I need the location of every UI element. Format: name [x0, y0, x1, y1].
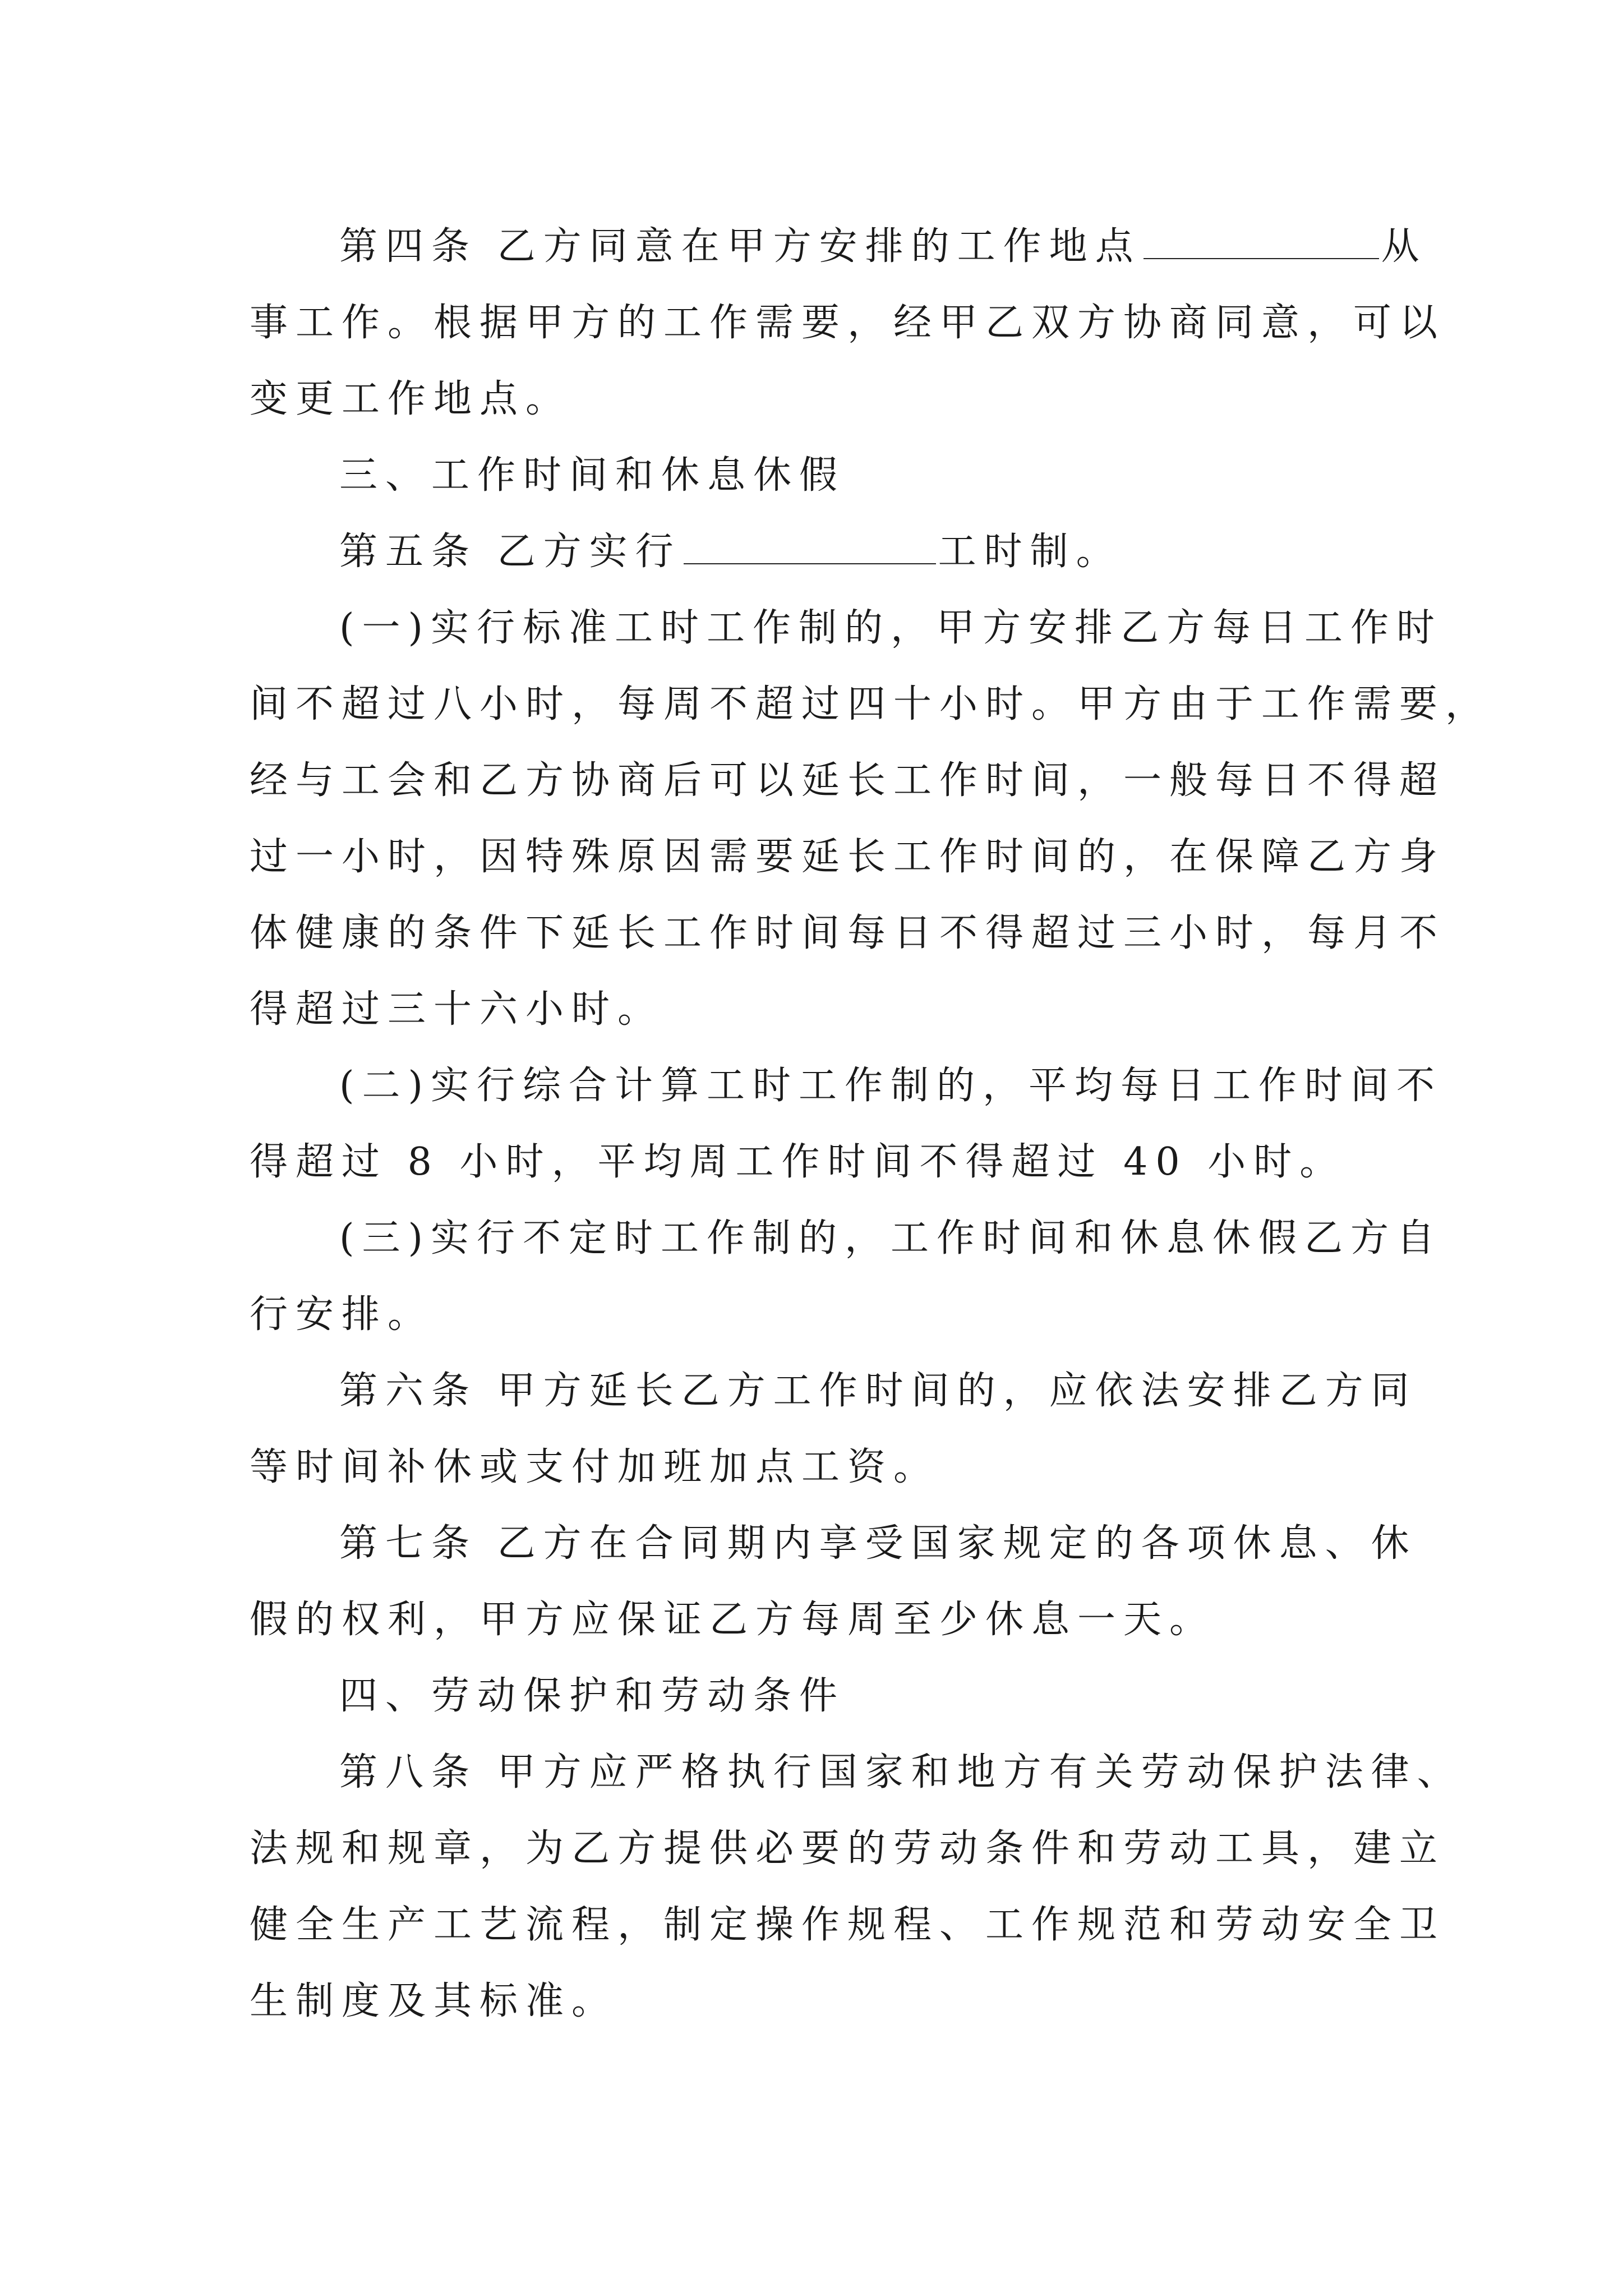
fill-blank-work-hour-system [684, 528, 936, 564]
item-2-line-2: 得超过 8 小时，平均周工作时间不得超过 40 小时。 [250, 1140, 1346, 1184]
item-3-line-1: (三)实行不定时工作制的，工作时间和休息休假乙方自 [339, 1216, 1443, 1260]
item-1-line-4: 过一小时，因特殊原因需要延长工作时间的，在保障乙方身 [250, 835, 1446, 879]
text: 第四条 乙方同意在甲方安排的工作地点 [339, 224, 1141, 269]
item-1-line-1: (一)实行标准工时工作制的，甲方安排乙方每日工作时 [339, 606, 1443, 650]
item-1-line-2: 间不超过八小时，每周不超过四十小时。甲方由于工作需要， [250, 682, 1492, 726]
clause-5-line-1 [339, 514, 1394, 590]
clause-8-line-3: 健全生产工艺流程，制定操作规程、工作规范和劳动安全卫 [250, 1903, 1446, 1947]
text: 第五条 乙方实行 [339, 530, 681, 574]
item-3-line-2: 行安排。 [250, 1292, 434, 1337]
clause-8-line-2: 法规和规章，为乙方提供必要的劳动条件和劳动工具，建立 [250, 1826, 1446, 1871]
fill-blank-work-location [1144, 223, 1379, 259]
clause-4-line-1 [339, 209, 1427, 285]
clause-6-line-2: 等时间补休或支付加班加点工资。 [250, 1445, 940, 1489]
item-2-line-1: (二)实行综合计算工时工作制的，平均每日工作时间不 [339, 1064, 1443, 1108]
text: 从 [1381, 224, 1427, 269]
clause-7-line-2: 假的权利，甲方应保证乙方每周至少休息一天。 [250, 1598, 1216, 1642]
section-heading-3: 三、工作时间和休息休假 [339, 453, 846, 498]
clause-7-line-1: 第七条 乙方在合同期内享受国家规定的各项休息、休 [339, 1521, 1417, 1566]
clause-8-line-4: 生制度及其标准。 [250, 1979, 618, 2023]
clause-8-line-1: 第八条 甲方应严格执行国家和地方有关劳动保护法律、 [339, 1750, 1463, 1795]
section-heading-4: 四、劳动保护和劳动条件 [339, 1674, 846, 1718]
clause-4-line-2: 事工作。根据甲方的工作需要，经甲乙双方协商同意，可以 [250, 301, 1446, 345]
clause-6-line-1: 第六条 甲方延长乙方工作时间的，应依法安排乙方同 [339, 1369, 1417, 1413]
item-1-line-3: 经与工会和乙方协商后可以延长工作时间，一般每日不得超 [250, 758, 1446, 803]
text: 工时制。 [938, 530, 1122, 574]
item-1-line-5: 体健康的条件下延长工作时间每日不得超过三小时，每月不 [250, 911, 1446, 955]
item-1-line-6: 得超过三十六小时。 [250, 987, 664, 1032]
clause-4-line-3: 变更工作地点。 [250, 377, 572, 421]
